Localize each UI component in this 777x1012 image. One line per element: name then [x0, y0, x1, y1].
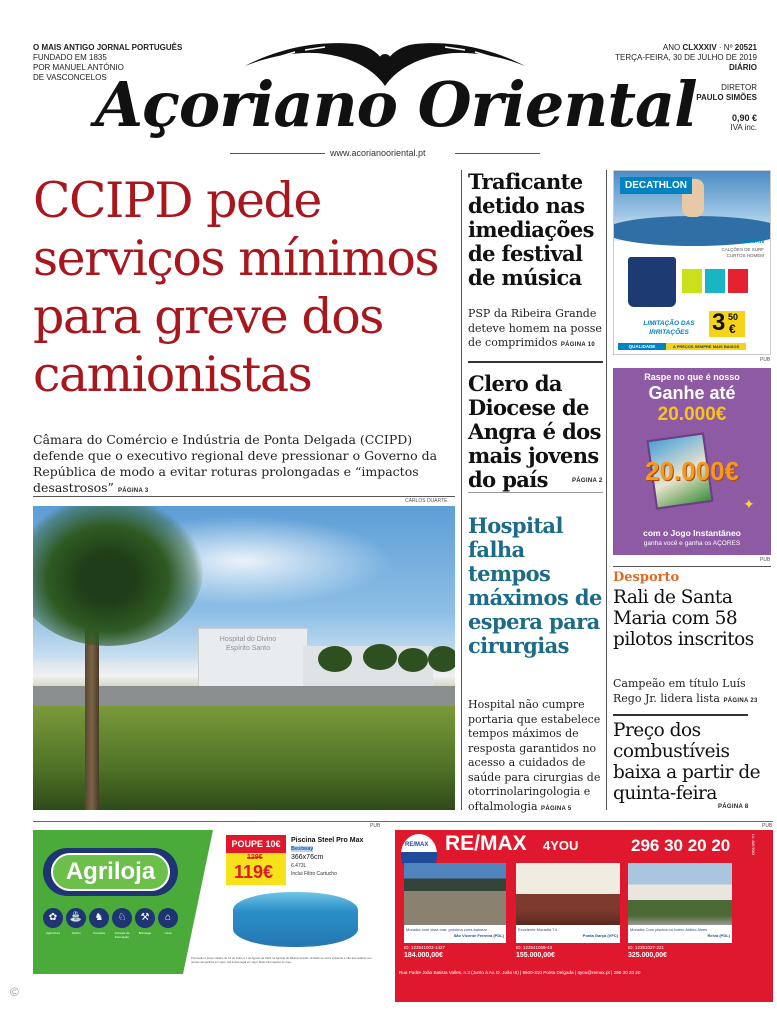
hammer-icon: ⚒ — [135, 908, 155, 928]
story-headline-rally[interactable]: Rali de Santa Maria com 58 pilotos inscritos — [613, 587, 754, 650]
listing-caption: Moradia com vista mar, próxima zona balnear São Vicente Ferreira (PDL) — [404, 925, 506, 943]
product-brand: Bestway — [291, 846, 314, 852]
slogan: LIMITAÇÃO DAS IRRITAÇÕES — [643, 320, 695, 336]
remax-agency: 4YOU — [543, 838, 579, 853]
watering-can-icon: ⛲ — [66, 908, 86, 928]
pool-image — [233, 892, 358, 947]
tagline: O MAIS ANTIGO JORNAL PORTUGUÊS — [33, 43, 183, 52]
corn-icon: ✿ — [43, 908, 63, 928]
page-ref: PÁGINA 2 — [572, 478, 603, 484]
story-summary-hospital: Hospital não cumpre portaria que estabelece tempos máximos de resposta garantidos no acesso a cuidados de saúde para cirurgias de otorrinolaringologia e oftalmologia PÁGINA 5 — [468, 698, 601, 813]
listing-price: 325.000,00€ — [628, 952, 667, 959]
palm-fronds — [33, 506, 203, 646]
page-ref: PÁGINA 8 — [718, 804, 749, 810]
fine-print: Promoção e preço válidos de 12 de Julho a 1 de Agosto de 2019 na Agriloja da Ribeira Grande, limitado ao stock existente e não acumulável com outras campanhas em vigor. IVA à taxa legal em vigor. Mais informações em loja. — [191, 956, 372, 964]
lottery-line-4: ganha você e ganha os AÇORES — [643, 540, 741, 547]
price-tag: 3 50 € — [709, 311, 745, 337]
listing-caption: Moradia Com piscina no bairro Aldino Alves Relva (PDL) — [628, 925, 732, 943]
director-name: PAULO SIMÕES — [696, 93, 757, 102]
edition-info: ANO CLXXXIV · Nº 20521 — [662, 43, 757, 52]
pub-label: PUB — [762, 823, 773, 829]
lead-photo[interactable] — [33, 506, 455, 810]
star-icon: ✦ — [743, 496, 755, 512]
product-includes: Inclui Filtro Cartucho — [291, 871, 337, 877]
lead-lede: Câmara do Comércio e Indústria de Ponta Delgada (CCIPD) defende que o executivo regional deve pressionar o Governo da República de modo a evitar roturas prolongadas e “impactos desastrosos” PÁGINA 3 — [33, 432, 438, 495]
blue-shorts — [628, 257, 676, 307]
page-ref: PÁGINA 5 — [541, 805, 572, 812]
page-ref: PÁGINA 23 — [723, 698, 758, 704]
listing-photo[interactable] — [516, 863, 620, 925]
lottery-ad[interactable] — [613, 368, 771, 555]
sale-price: 119€ — [234, 862, 274, 882]
issue-number: 20521 — [734, 43, 757, 52]
lead-headline[interactable]: CCIPD pede serviços mínimos para greve dos camionistas — [33, 172, 439, 403]
divider — [33, 496, 455, 497]
founder-line-2: DE VASCONCELOS — [33, 73, 107, 82]
quality-bar: QUALIDADE — [618, 343, 666, 350]
small-palm — [318, 646, 352, 672]
listing-caption: Excelente Moradia T4 Ponta Garça (VFC) — [516, 925, 620, 943]
small-palm — [363, 644, 397, 670]
chicken-icon: ♞ — [89, 908, 109, 928]
building-sign: Hospital do Divino Espírito Santo — [219, 636, 277, 652]
remax-phone[interactable]: 296 30 20 20 — [631, 836, 731, 855]
divider — [468, 361, 603, 363]
vat-note: IVA inc. — [730, 123, 757, 132]
cyan-shorts — [705, 269, 725, 293]
story-summary-trafficker: PSP da Ribeira Grande deteve homem na posse de comprimidos PÁGINA 10 — [468, 307, 602, 349]
founded-text: FUNDADO EM 1835 — [33, 53, 107, 62]
divider — [613, 714, 748, 716]
newspaper-title: Açoriano Oriental — [95, 68, 697, 141]
price: 0,90 € — [731, 113, 757, 123]
story-headline-clergy[interactable]: Clero da Diocese de Angra é dos mais jovens do país — [468, 371, 601, 492]
yellow-shorts — [682, 269, 702, 293]
lottery-big-amount: 20.000€ — [645, 456, 739, 486]
price-box — [226, 853, 286, 885]
pub-label: PUB — [760, 557, 771, 563]
page-ref: PÁGINA 10 — [560, 342, 595, 348]
category-icons: ✿ ⛲ ♞ ♘ ⚒ ⌂ Agricultura Jardim Pecuária Animais de Estimação Bricolage Casa — [43, 908, 203, 948]
divider — [613, 566, 771, 567]
license: Lic. AMI 9083 — [751, 834, 755, 856]
url-bar — [230, 148, 540, 158]
small-palm — [398, 648, 428, 672]
remax-footer: Rua Padre João Batista Valles, n.3 (Junto à Av. D. João III) | 9500-310 Ponta Delgada | 4you@remax.pt | 296 30 20 20 — [399, 970, 641, 975]
price-bar: A PREÇOS SEMPRE MAIS BAIXOS — [666, 343, 746, 350]
lottery-line-3: com o Jogo Instantâneo — [643, 528, 741, 538]
copyright-icon: © — [10, 985, 19, 999]
dog-icon: ♘ — [112, 908, 132, 928]
agriloja-logo: Agriloja — [51, 853, 170, 891]
listing-price: 184.000,00€ — [404, 952, 443, 959]
column-divider — [606, 170, 607, 810]
divider — [230, 153, 325, 154]
pub-label: PUB — [370, 823, 381, 829]
divider — [468, 492, 603, 493]
product-dimensions: 366x76cm — [291, 854, 324, 861]
listing-id: ID: 12351027-221 — [628, 945, 665, 950]
hospital-building — [198, 628, 308, 690]
frequency: DIÁRIO — [729, 63, 757, 72]
lottery-line-2: Ganhe até — [648, 383, 736, 403]
section-tag-desporto[interactable]: Desporto — [613, 570, 680, 585]
year-value: CLXXXIV — [682, 43, 717, 52]
story-headline-hospital[interactable]: Hospital falha tempos máximos de espera para cirurgias — [468, 513, 602, 658]
lottery-amount: 20.000€ — [657, 404, 727, 425]
column-divider — [461, 170, 462, 810]
listing-photo[interactable] — [404, 863, 506, 925]
publication-date: TERÇA-FEIRA, 30 DE JULHO DE 2019 — [615, 53, 757, 62]
decathlon-ad[interactable] — [613, 170, 771, 355]
remax-brand: RE/MAX — [445, 832, 527, 855]
listing-price: 155.000,00€ — [516, 952, 555, 959]
masthead-right — [615, 43, 757, 133]
page-ref: PÁGINA 3 — [117, 488, 149, 494]
small-palm — [428, 646, 455, 672]
listing-id: ID: 123541003-1427 — [404, 945, 446, 950]
red-shorts — [728, 269, 748, 293]
website-link[interactable]: www.acorianooriental.pt — [330, 148, 426, 158]
agriloja-logo-badge — [43, 848, 178, 896]
product-brand: OLAIAN — [741, 239, 764, 245]
story-headline-trafficker[interactable]: Traficante detido nas imediações de festival de música — [468, 169, 594, 290]
photo-credit: CARLOS DUARTE — [405, 498, 448, 504]
decathlon-logo: DECATHLON — [620, 177, 692, 194]
story-headline-fuel[interactable]: Preço dos combustíveis baixa a partir de quinta-feira — [613, 720, 761, 804]
lottery-line-1: Raspe no que é nosso — [644, 372, 740, 382]
listing-id: ID: 123541069-43 — [516, 945, 553, 950]
divider — [455, 153, 540, 154]
director-label: DIRETOR — [721, 83, 757, 92]
home-icon: ⌂ — [158, 908, 178, 928]
agriloja-ad[interactable] — [33, 830, 383, 974]
listing-photo[interactable] — [628, 863, 732, 925]
pub-label: PUB — [760, 357, 771, 363]
product-capacity: 6.473L — [291, 863, 307, 869]
balloon-logo-icon: RE/MAX — [401, 834, 437, 874]
founder-line-1: POR MANUEL ANTÓNIO — [33, 63, 124, 72]
product-desc: CALÇÕES DE SURF CURTOS HOMEM — [721, 247, 764, 258]
product-name: Piscina Steel Pro Max — [291, 837, 364, 844]
discount-badge: POUPE 10€ — [226, 835, 286, 853]
remax-ad[interactable] — [395, 830, 773, 1002]
divider — [33, 821, 773, 822]
old-price: 129€ — [247, 854, 263, 861]
story-summary-rally: Campeão em título Luís Rego Jr. lidera lista PÁGINA 23 — [613, 677, 758, 705]
